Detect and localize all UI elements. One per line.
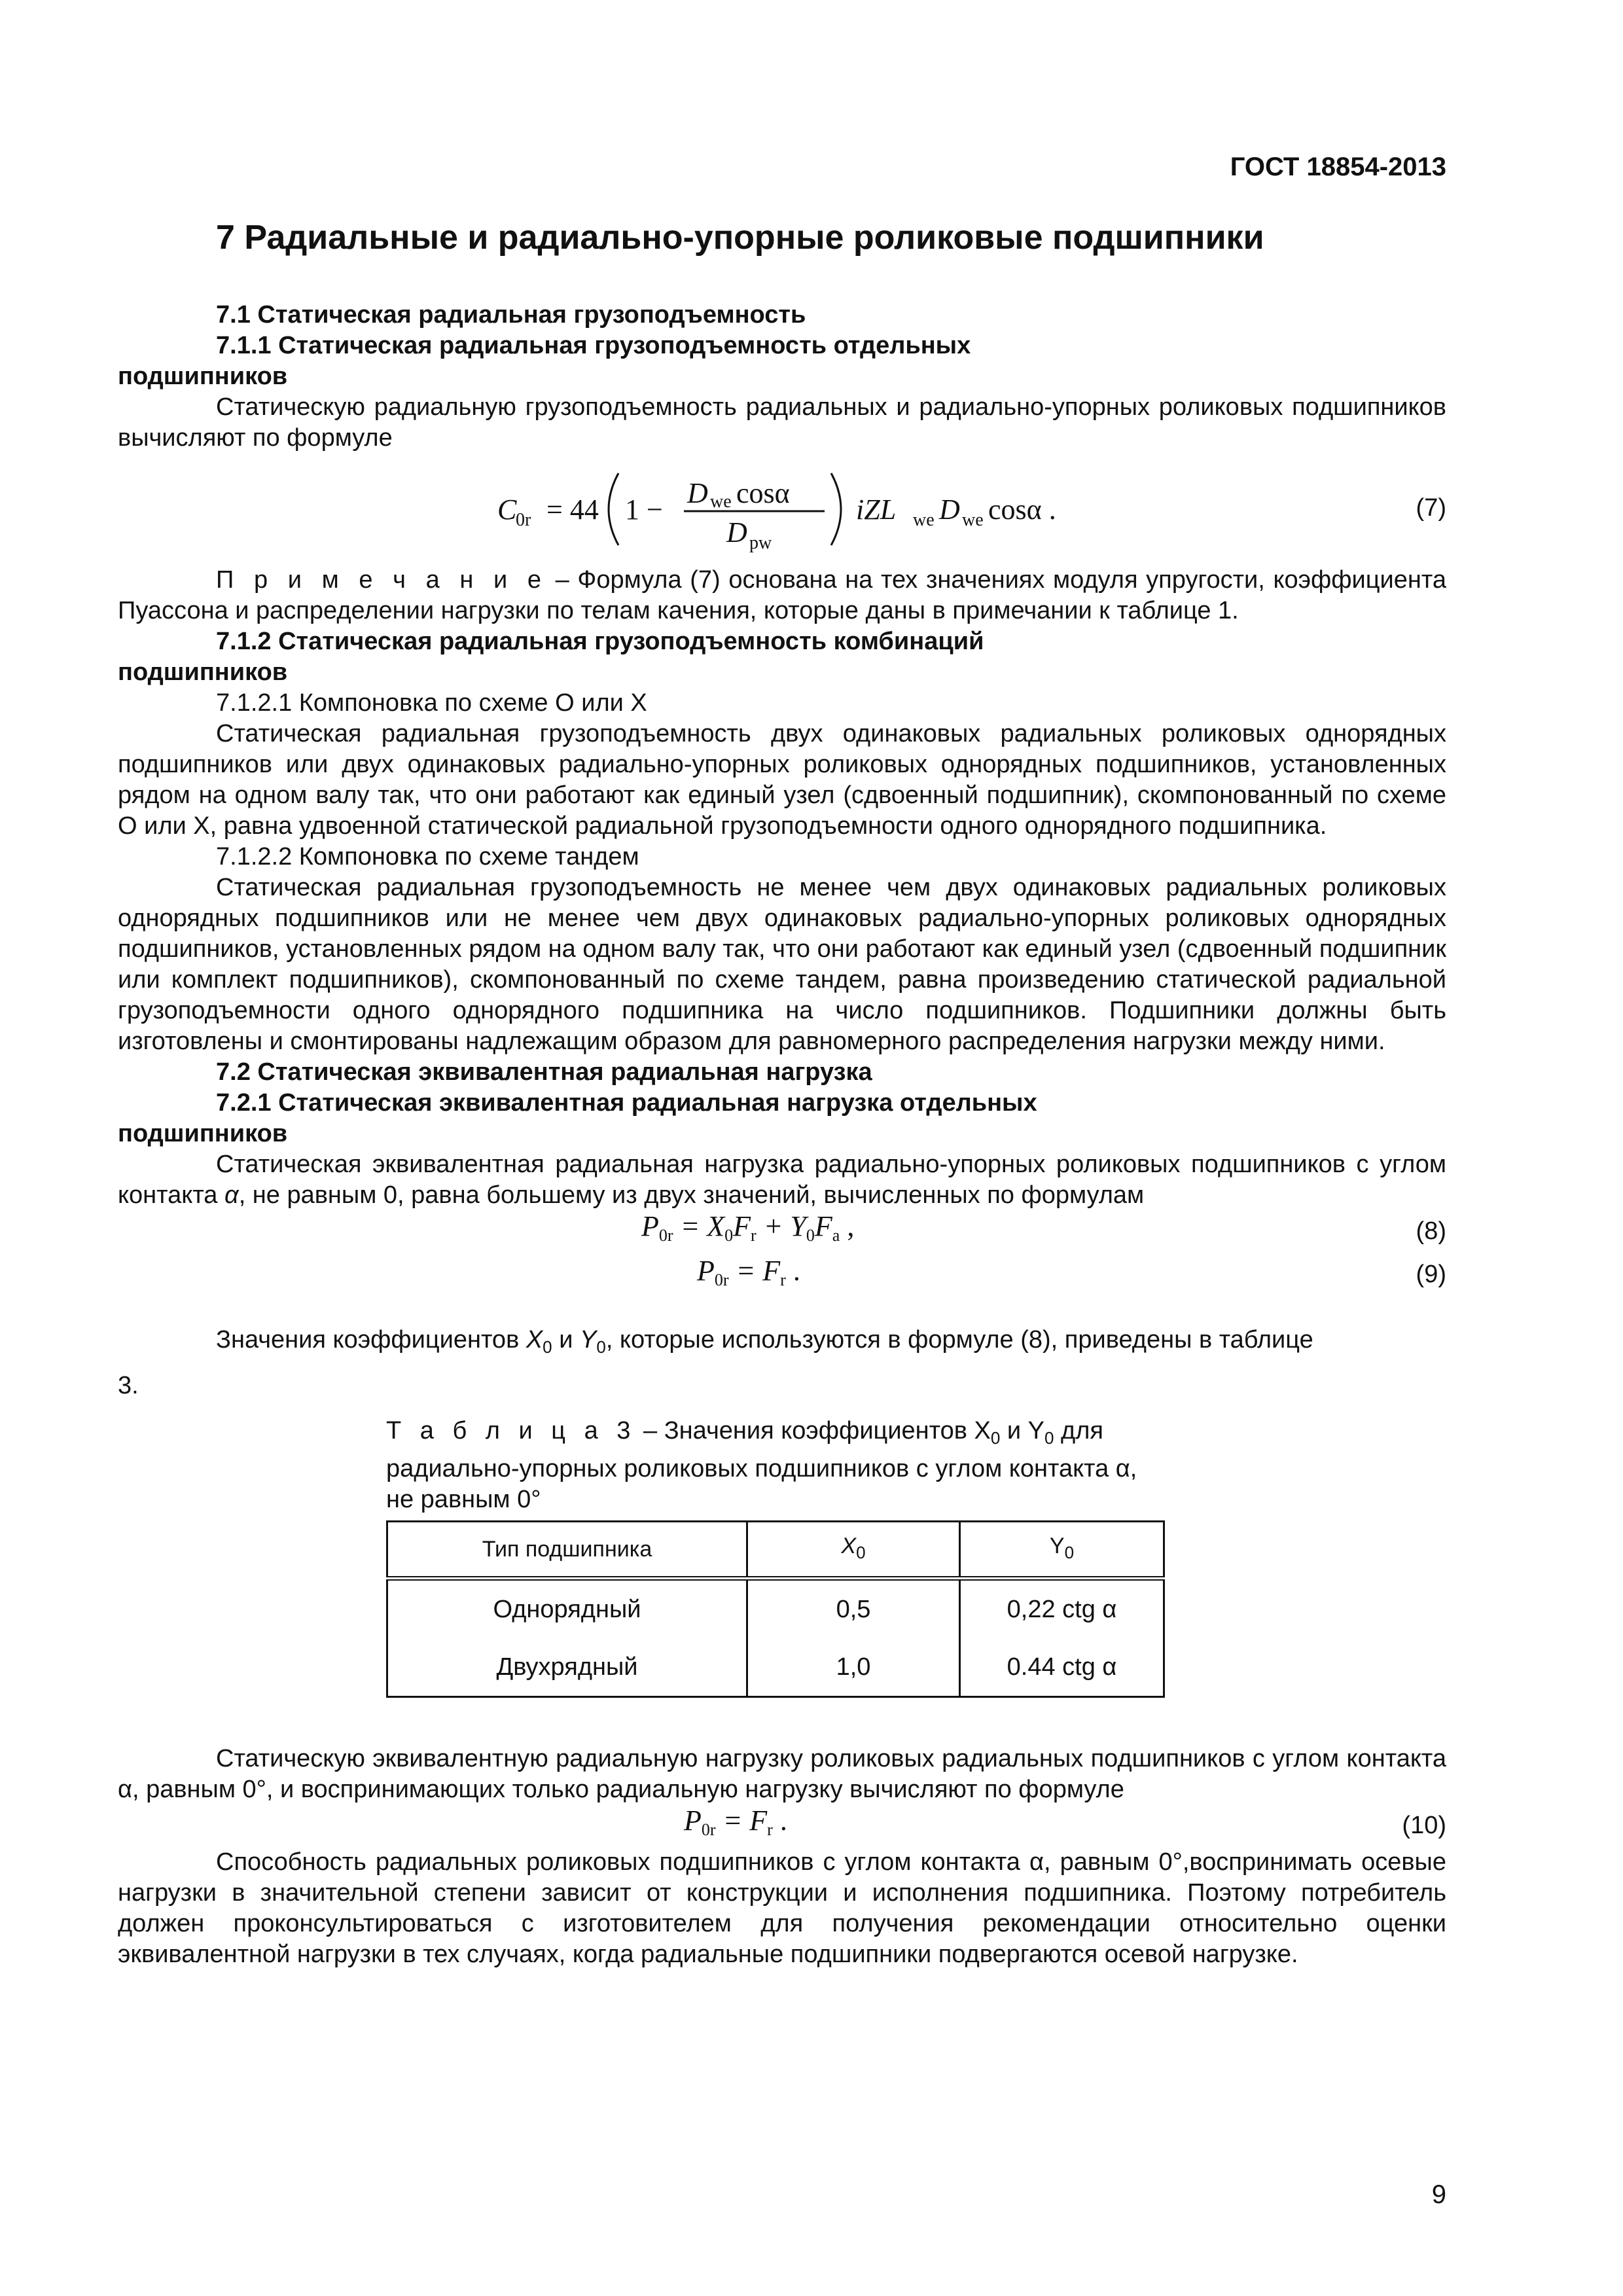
paragraph-table-ref	[118, 1325, 1446, 1363]
p5-x-sub: 0	[543, 1337, 552, 1357]
heading-7-1-1-cont: подшипников	[118, 363, 288, 390]
f8-p-sub: 0r	[658, 1226, 673, 1245]
paragraph-scheme-o-x: Статическая радиальная грузоподъемность двух одинаковых радиальных роликовых однорядных подшипников или двух одинаковых радиально-упорных роликовых однорядных подшипников, установленных рядом на одном валу так, что они работают как единый узел (сдвоенный подшипник), скомпонованный по схеме О или Х, равна удвоенной статической радиальной грузоподъемности одного однорядного подшипника.	[118, 720, 1446, 840]
header-y-letter: Y	[1049, 1533, 1065, 1558]
p5-y: Y	[579, 1326, 597, 1354]
f7-num-sub: we	[710, 492, 732, 512]
paragraph-table-ref-cont: 3.	[118, 1372, 139, 1399]
p5-and: и	[552, 1326, 580, 1354]
p5-b: , которые используются в формуле (8), приведены в таблице	[605, 1326, 1313, 1354]
heading-7-1-2: 7.1.2 Статическая радиальная грузоподъемность комбинаций	[216, 628, 984, 655]
f7-izl-sub: we	[913, 510, 935, 530]
cell-x0: 0,5	[747, 1579, 960, 1639]
f9-p-sub: 0r	[714, 1270, 729, 1289]
formula-8-body	[641, 1211, 854, 1251]
f8-x: = X	[680, 1210, 725, 1242]
paragraph-formula-intro: Статическую радиальную грузоподъемность радиальных и радиально-упорных роликовых подшипников вычисляют по формуле	[118, 393, 1446, 452]
paragraph-axial-loads: Способность радиальных роликовых подшипников с углом контакта α, равным 0°,воспринимать осевые нагрузки в значительной степени зависит от конструкции и исполнения подшипника. Поэтому потребитель должен проконсультироваться с изготовителем для получения рекомендации относительно оценки эквивалентной нагрузки в тех случаях, когда радиальные подшипники подвергаются осевой нагрузке.	[118, 1848, 1446, 1968]
header-y0	[960, 1522, 1164, 1579]
page-number: 9	[1431, 2180, 1446, 2209]
p4-part-a: Статическая эквивалентная радиальная нагрузка радиально-упорных роликовых подшипников с углом контакта	[118, 1151, 1446, 1209]
f7-den-d: D	[726, 516, 747, 548]
header-y-sub: 0	[1064, 1542, 1075, 1562]
p5-a: Значения коэффициентов	[216, 1326, 526, 1354]
table-caption	[386, 1416, 1165, 1515]
table-caption-sub1: 0	[990, 1428, 1001, 1448]
f7-d-sub: we	[962, 510, 984, 530]
section-title: 7 Радиальные и радиально-упорные роликовые подшипники	[216, 219, 1264, 257]
table-caption-end: для радиально-упорных роликовых подшипников с углом контакта α, не равным 0°	[386, 1417, 1137, 1513]
heading-7-1-2-2: 7.1.2.2 Компоновка по схеме тандем	[216, 843, 639, 870]
note-text: – Формула (7) основана на тех значениях модуля упругости, коэффициента Пуассона и распределении нагрузки по телам качения, которые даны в примечании к таблице 1.	[118, 566, 1446, 624]
table-caption-label: Т а б л и ц а 3	[386, 1417, 637, 1444]
note-label: П р и м е ч а н и е	[216, 566, 548, 594]
cell-type: Однорядный	[387, 1579, 747, 1639]
formula-10	[118, 1805, 1446, 1847]
f10-f: = F	[722, 1804, 768, 1837]
f7-num-d: D	[687, 477, 708, 509]
formula-9-body	[697, 1255, 800, 1295]
standard-header: ГОСТ 18854-2013	[1230, 152, 1446, 181]
heading-7-1-1: 7.1.1 Статическая радиальная грузоподъемность отдельных	[216, 332, 971, 359]
f7-lhs: C	[497, 493, 517, 526]
paragraph-equivalent-load	[118, 1149, 1446, 1211]
formula-7-drawing	[118, 454, 1446, 565]
formula-8	[118, 1211, 1446, 1253]
formula-9	[118, 1253, 1446, 1312]
f7-den-sub: pw	[749, 533, 772, 553]
table-caption-sub2: 0	[1044, 1428, 1054, 1448]
table-row	[387, 1638, 1164, 1697]
f9-f-sub: r	[780, 1270, 786, 1289]
cell-type: Двухрядный	[387, 1638, 747, 1697]
heading-7-1-2-cont: подшипников	[118, 658, 288, 686]
f8-fa-sub: a	[832, 1226, 840, 1245]
f10-p: P	[684, 1804, 702, 1837]
f7-cos: cosα .	[988, 493, 1056, 526]
table-caption-text: – Значения коэффициентов X	[636, 1417, 991, 1444]
note	[118, 565, 1446, 626]
paragraph-tandem: Статическая радиальная грузоподъемность не менее чем двух одинаковых радиальных роликовых однорядных подшипников или не менее чем двух одинаковых радиально-упорных роликовых однорядных подшипников, установленных рядом на одном валу так, что они работают как единый узел (сдвоенный подшипник или комплект подшипников), скомпонованный по схеме тандем, равна произведению статической радиальной грузоподъемности одного однорядного подшипника на число подшипников. Подшипники должны быть изготовлены и смонтированы надлежащим образом для равномерного распределения нагрузки между ними.	[118, 874, 1446, 1055]
table-caption-mid: и Y	[1000, 1417, 1045, 1444]
heading-7-2-1: 7.2.1 Статическая эквивалентная радиальная нагрузка отдельных	[216, 1089, 1037, 1117]
f10-f-sub: r	[767, 1820, 773, 1839]
f8-fr-sub: r	[751, 1226, 757, 1245]
header-x-letter: X	[841, 1533, 857, 1558]
f7-eq: = 44	[546, 493, 599, 526]
cell-y0: 0,22 ctg α	[960, 1579, 1164, 1639]
heading-7-1-2-1: 7.1.2.1 Компоновка по схеме О или Х	[216, 689, 647, 717]
formula-10-body	[684, 1805, 787, 1845]
table-block	[386, 1416, 1165, 1698]
f10-p-sub: 0r	[701, 1820, 716, 1839]
f7-lhs-sub: 0r	[516, 510, 531, 530]
paragraph-zero-angle: Статическую эквивалентную радиальную нагрузку роликовых радиальных подшипников с углом контакта α, равным 0°, и воспринимающих только радиальную нагрузку вычисляют по формуле	[118, 1745, 1446, 1803]
p5-y-sub: 0	[596, 1337, 606, 1357]
p4-part-b: , не равным 0, равна большему из двух значений, вычисленных по формулам	[238, 1181, 1145, 1209]
f8-y: + Y	[756, 1210, 806, 1242]
heading-7-1: 7.1 Статическая радиальная грузоподъемность	[216, 301, 806, 329]
f10-dot: .	[772, 1804, 787, 1837]
table-row	[387, 1579, 1164, 1639]
f9-dot: .	[785, 1255, 800, 1287]
p5-x: X	[526, 1326, 543, 1354]
heading-7-2: 7.2 Статическая эквивалентная радиальная нагрузка	[216, 1058, 872, 1086]
cell-x0: 1,0	[747, 1638, 960, 1697]
formula-9-number: (9)	[1416, 1261, 1446, 1288]
formula-10-number: (10)	[1402, 1812, 1446, 1839]
cell-y0: 0.44 ctg α	[960, 1638, 1164, 1697]
f7-d: D	[939, 493, 960, 526]
f7-num-cos: cosα	[736, 477, 790, 509]
alpha-symbol: α	[224, 1181, 239, 1209]
f7-izl: iZL	[856, 493, 897, 526]
f8-p: P	[641, 1210, 659, 1242]
table-header-row	[387, 1522, 1164, 1579]
f8-y-sub: 0	[806, 1226, 815, 1245]
coefficients-table	[386, 1520, 1165, 1698]
header-x-sub: 0	[856, 1542, 866, 1562]
f9-p: P	[697, 1255, 715, 1287]
f7-one: 1 −	[625, 493, 663, 526]
heading-7-2-1-cont: подшипников	[118, 1120, 288, 1147]
formula-7-number: (7)	[1416, 494, 1446, 522]
formula-8-number: (8)	[1416, 1217, 1446, 1245]
f9-f: = F	[736, 1255, 781, 1287]
formula-7	[118, 454, 1446, 565]
header-x0	[747, 1522, 960, 1579]
f8-fr: F	[733, 1210, 751, 1242]
f8-x-sub: 0	[724, 1226, 734, 1245]
header-bearing-type: Тип подшипника	[387, 1522, 747, 1579]
f8-comma: ,	[840, 1210, 855, 1242]
f8-fa: F	[814, 1210, 832, 1242]
